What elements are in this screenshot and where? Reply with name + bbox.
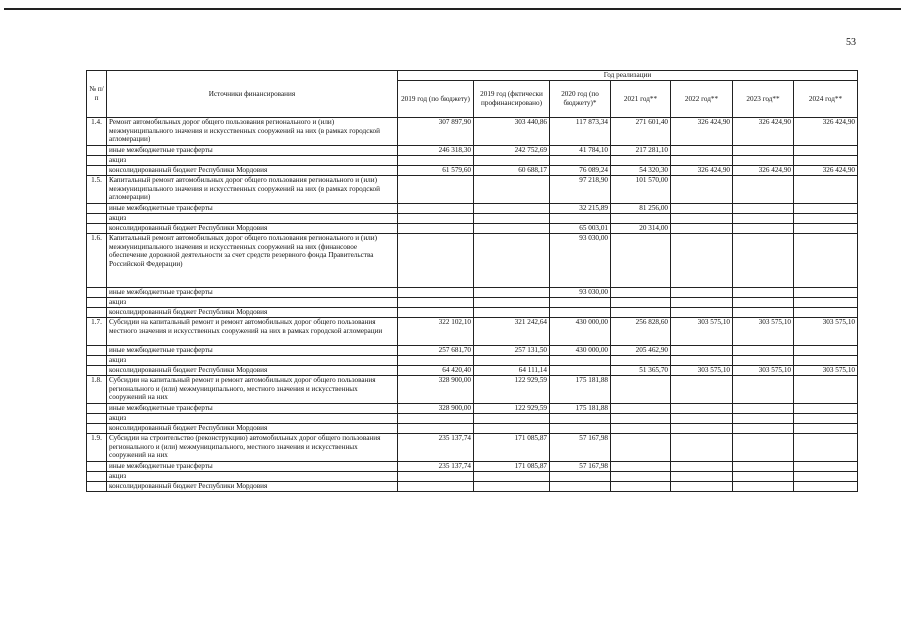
amount-cell xyxy=(794,414,858,424)
table-row xyxy=(87,424,858,434)
amount-cell: 54 320,30 xyxy=(611,166,671,176)
amount-cell xyxy=(733,288,794,298)
table-row xyxy=(87,366,858,376)
amount-cell xyxy=(550,482,611,492)
amount-cell xyxy=(671,424,733,434)
amount-cell xyxy=(611,376,671,404)
header-row-top xyxy=(87,71,858,81)
amount-cell: 122 929,59 xyxy=(474,404,550,414)
amount-cell xyxy=(474,214,550,224)
amount-cell xyxy=(794,482,858,492)
amount-cell: 256 828,60 xyxy=(611,318,671,346)
amount-cell xyxy=(398,482,474,492)
amount-cell xyxy=(398,224,474,234)
amount-cell xyxy=(611,472,671,482)
amount-cell xyxy=(474,288,550,298)
table-row xyxy=(87,288,858,298)
funding-source-label: акциз xyxy=(107,156,398,166)
table-row xyxy=(87,472,858,482)
amount-cell xyxy=(733,482,794,492)
table-row xyxy=(87,482,858,492)
row-number: 1.4. xyxy=(87,118,107,146)
amount-cell xyxy=(794,404,858,414)
header-source: Источники финансирования xyxy=(107,71,398,118)
amount-cell xyxy=(398,356,474,366)
amount-cell: 57 167,98 xyxy=(550,462,611,472)
amount-cell xyxy=(671,356,733,366)
amount-cell xyxy=(671,482,733,492)
amount-cell: 117 873,34 xyxy=(550,118,611,146)
amount-cell xyxy=(671,176,733,204)
header-year: 2019 год (по бюджету) xyxy=(398,81,474,118)
amount-cell: 321 242,64 xyxy=(474,318,550,346)
amount-cell xyxy=(398,308,474,318)
amount-cell: 93 030,00 xyxy=(550,288,611,298)
amount-cell xyxy=(611,414,671,424)
funding-source-label: консолидированный бюджет Республики Мордовия xyxy=(107,308,398,318)
row-number: 1.5. xyxy=(87,176,107,204)
amount-cell xyxy=(733,424,794,434)
funding-source-label: консолидированный бюджет Республики Мордовия xyxy=(107,166,398,176)
row-number-empty xyxy=(87,346,107,356)
amount-cell: 303 575,10 xyxy=(671,366,733,376)
amount-cell xyxy=(671,308,733,318)
table-row xyxy=(87,356,858,366)
section-title-row xyxy=(87,176,858,204)
amount-cell xyxy=(671,472,733,482)
row-number-empty xyxy=(87,482,107,492)
amount-cell: 51 365,70 xyxy=(611,366,671,376)
amount-cell xyxy=(611,234,671,288)
funding-source-label: консолидированный бюджет Республики Мордовия xyxy=(107,482,398,492)
amount-cell xyxy=(794,308,858,318)
amount-cell: 101 570,00 xyxy=(611,176,671,204)
amount-cell xyxy=(733,146,794,156)
amount-cell xyxy=(671,298,733,308)
funding-source-label: Капитальный ремонт автомобильных дорог общего пользования регионального и (или) межмуниципального значения и искусственных сооружений на них (финансовое обеспечение дорожной деятельности за счет средств резервного фонда Правительства Российской Федерации) xyxy=(107,234,398,288)
amount-cell: 61 579,60 xyxy=(398,166,474,176)
row-number-empty xyxy=(87,462,107,472)
amount-cell: 41 784,10 xyxy=(550,146,611,156)
amount-cell: 257 131,50 xyxy=(474,346,550,356)
table-row xyxy=(87,214,858,224)
amount-cell xyxy=(794,356,858,366)
amount-cell xyxy=(794,204,858,214)
amount-cell xyxy=(794,424,858,434)
amount-cell xyxy=(794,146,858,156)
amount-cell xyxy=(398,204,474,214)
amount-cell: 303 575,10 xyxy=(794,366,858,376)
amount-cell xyxy=(474,176,550,204)
table-row xyxy=(87,146,858,156)
table-row xyxy=(87,204,858,214)
amount-cell: 81 256,00 xyxy=(611,204,671,214)
funding-source-label: иные межбюджетные трансферты xyxy=(107,288,398,298)
amount-cell: 257 681,70 xyxy=(398,346,474,356)
amount-cell xyxy=(474,482,550,492)
row-number-empty xyxy=(87,308,107,318)
row-number-empty xyxy=(87,472,107,482)
header-year: 2022 год** xyxy=(671,81,733,118)
amount-cell: 235 137,74 xyxy=(398,434,474,462)
amount-cell xyxy=(671,462,733,472)
header-year: 2023 год** xyxy=(733,81,794,118)
amount-cell xyxy=(671,376,733,404)
financing-table xyxy=(86,70,858,492)
funding-source-label: Субсидии на капитальный ремонт и ремонт автомобильных дорог общего пользования местного значения и искусственных сооружений на них в рамках городской агломерации xyxy=(107,318,398,346)
amount-cell xyxy=(550,414,611,424)
amount-cell xyxy=(611,434,671,462)
amount-cell xyxy=(474,308,550,318)
amount-cell xyxy=(671,156,733,166)
amount-cell: 303 575,10 xyxy=(671,318,733,346)
amount-cell: 242 752,69 xyxy=(474,146,550,156)
amount-cell xyxy=(550,298,611,308)
funding-source-label: иные межбюджетные трансферты xyxy=(107,146,398,156)
amount-cell xyxy=(794,156,858,166)
header-year: 2019 год (фктически профинансировано) xyxy=(474,81,550,118)
amount-cell: 217 281,10 xyxy=(611,146,671,156)
funding-source-label: акциз xyxy=(107,472,398,482)
row-number-empty xyxy=(87,404,107,414)
amount-cell: 326 424,90 xyxy=(733,118,794,146)
amount-cell xyxy=(611,462,671,472)
amount-cell xyxy=(733,224,794,234)
amount-cell xyxy=(671,434,733,462)
amount-cell xyxy=(794,298,858,308)
amount-cell xyxy=(733,176,794,204)
section-title-row xyxy=(87,118,858,146)
amount-cell: 64 111,14 xyxy=(474,366,550,376)
table-row xyxy=(87,346,858,356)
amount-cell: 307 897,90 xyxy=(398,118,474,146)
funding-source-label: иные межбюджетные трансферты xyxy=(107,346,398,356)
amount-cell xyxy=(671,146,733,156)
amount-cell xyxy=(794,346,858,356)
funding-source-label: акциз xyxy=(107,356,398,366)
amount-cell xyxy=(474,356,550,366)
amount-cell: 171 085,87 xyxy=(474,434,550,462)
amount-cell xyxy=(794,224,858,234)
amount-cell xyxy=(550,356,611,366)
amount-cell xyxy=(671,288,733,298)
amount-cell: 175 181,88 xyxy=(550,376,611,404)
amount-cell xyxy=(474,424,550,434)
amount-cell xyxy=(794,214,858,224)
amount-cell xyxy=(398,424,474,434)
amount-cell xyxy=(671,404,733,414)
row-number-empty xyxy=(87,288,107,298)
amount-cell: 328 900,00 xyxy=(398,404,474,414)
amount-cell xyxy=(733,472,794,482)
amount-cell xyxy=(611,356,671,366)
amount-cell: 93 030,00 xyxy=(550,234,611,288)
amount-cell xyxy=(611,404,671,414)
amount-cell xyxy=(671,414,733,424)
amount-cell xyxy=(671,224,733,234)
row-number-empty xyxy=(87,204,107,214)
amount-cell: 303 440,86 xyxy=(474,118,550,146)
amount-cell: 60 688,17 xyxy=(474,166,550,176)
amount-cell xyxy=(733,308,794,318)
header-year: 2024 год** xyxy=(794,81,858,118)
amount-cell xyxy=(733,346,794,356)
section-title-row xyxy=(87,376,858,404)
amount-cell xyxy=(794,472,858,482)
funding-source-label: консолидированный бюджет Республики Мордовия xyxy=(107,424,398,434)
amount-cell xyxy=(474,234,550,288)
funding-source-label: Капитальный ремонт автомобильных дорог общего пользования регионального и (или) межмуниципального значения и искусственных сооружений на них (в рамках городской агломерации) xyxy=(107,176,398,204)
amount-cell xyxy=(733,434,794,462)
row-number-empty xyxy=(87,424,107,434)
table-row xyxy=(87,308,858,318)
amount-cell xyxy=(671,234,733,288)
amount-cell: 322 102,10 xyxy=(398,318,474,346)
amount-cell xyxy=(398,288,474,298)
amount-cell xyxy=(398,414,474,424)
funding-source-label: акциз xyxy=(107,298,398,308)
section-title-row xyxy=(87,434,858,462)
table-row xyxy=(87,462,858,472)
funding-source-label: иные межбюджетные трансферты xyxy=(107,204,398,214)
amount-cell: 235 137,74 xyxy=(398,462,474,472)
amount-cell: 175 181,88 xyxy=(550,404,611,414)
amount-cell xyxy=(550,366,611,376)
amount-cell xyxy=(733,462,794,472)
amount-cell xyxy=(794,288,858,298)
amount-cell xyxy=(671,204,733,214)
amount-cell xyxy=(611,298,671,308)
row-number-empty xyxy=(87,414,107,424)
amount-cell xyxy=(733,156,794,166)
amount-cell: 20 314,00 xyxy=(611,224,671,234)
table-row xyxy=(87,224,858,234)
amount-cell: 326 424,90 xyxy=(671,118,733,146)
row-number: 1.7. xyxy=(87,318,107,346)
amount-cell: 205 462,90 xyxy=(611,346,671,356)
amount-cell xyxy=(550,424,611,434)
amount-cell xyxy=(474,414,550,424)
table-row xyxy=(87,404,858,414)
top-rule xyxy=(4,8,901,10)
row-number-empty xyxy=(87,356,107,366)
funding-source-label: иные межбюджетные трансферты xyxy=(107,462,398,472)
amount-cell xyxy=(398,472,474,482)
amount-cell xyxy=(794,434,858,462)
amount-cell xyxy=(398,214,474,224)
section-title-row xyxy=(87,318,858,346)
amount-cell xyxy=(733,234,794,288)
amount-cell: 64 420,40 xyxy=(398,366,474,376)
amount-cell xyxy=(611,288,671,298)
amount-cell xyxy=(794,462,858,472)
amount-cell xyxy=(611,214,671,224)
funding-source-label: Субсидии на строительство (реконструкцию) автомобильных дорог общего пользования регионального и (или) межмуниципального, местного значения и искусственных сооружений на них xyxy=(107,434,398,462)
header-num: № п/п xyxy=(87,71,107,118)
amount-cell xyxy=(474,224,550,234)
table-row xyxy=(87,298,858,308)
amount-cell: 303 575,10 xyxy=(733,366,794,376)
funding-source-label: Субсидии на капитальный ремонт и ремонт автомобильных дорог общего пользования регионального и (или) межмуниципального, местного значения и искусственных сооружений на них xyxy=(107,376,398,404)
amount-cell: 328 900,00 xyxy=(398,376,474,404)
amount-cell xyxy=(474,156,550,166)
row-number-empty xyxy=(87,366,107,376)
amount-cell xyxy=(671,346,733,356)
section-title-row xyxy=(87,234,858,288)
amount-cell xyxy=(474,204,550,214)
amount-cell: 430 000,00 xyxy=(550,346,611,356)
funding-source-label: Ремонт автомобильных дорог общего пользования регионального и (или) межмуниципального значения и искусственных сооружений на них (в рамках городской агломерации) xyxy=(107,118,398,146)
amount-cell: 76 089,24 xyxy=(550,166,611,176)
amount-cell xyxy=(733,298,794,308)
amount-cell xyxy=(398,234,474,288)
funding-source-label: акциз xyxy=(107,414,398,424)
amount-cell: 326 424,90 xyxy=(794,118,858,146)
amount-cell xyxy=(794,376,858,404)
row-number-empty xyxy=(87,156,107,166)
amount-cell xyxy=(550,308,611,318)
page-number: 53 xyxy=(846,37,856,48)
amount-cell: 430 000,00 xyxy=(550,318,611,346)
amount-cell: 326 424,90 xyxy=(794,166,858,176)
amount-cell xyxy=(733,404,794,414)
header-year-group: Год реализации xyxy=(398,71,858,81)
amount-cell xyxy=(611,308,671,318)
header-year: 2020 год (по бюджету)* xyxy=(550,81,611,118)
row-number: 1.9. xyxy=(87,434,107,462)
table-row xyxy=(87,166,858,176)
funding-source-label: акциз xyxy=(107,214,398,224)
amount-cell xyxy=(611,424,671,434)
amount-cell: 326 424,90 xyxy=(671,166,733,176)
amount-cell: 97 218,90 xyxy=(550,176,611,204)
row-number: 1.6. xyxy=(87,234,107,288)
amount-cell xyxy=(550,214,611,224)
amount-cell xyxy=(398,156,474,166)
amount-cell xyxy=(671,214,733,224)
table-row xyxy=(87,156,858,166)
funding-source-label: консолидированный бюджет Республики Мордовия xyxy=(107,366,398,376)
amount-cell xyxy=(398,298,474,308)
amount-cell: 32 215,89 xyxy=(550,204,611,214)
amount-cell xyxy=(474,472,550,482)
amount-cell xyxy=(550,156,611,166)
amount-cell xyxy=(474,298,550,308)
amount-cell: 57 167,98 xyxy=(550,434,611,462)
amount-cell: 65 003,01 xyxy=(550,224,611,234)
amount-cell xyxy=(611,156,671,166)
amount-cell: 171 085,87 xyxy=(474,462,550,472)
row-number-empty xyxy=(87,214,107,224)
amount-cell xyxy=(733,356,794,366)
amount-cell xyxy=(733,376,794,404)
amount-cell: 122 929,59 xyxy=(474,376,550,404)
row-number-empty xyxy=(87,146,107,156)
row-number: 1.8. xyxy=(87,376,107,404)
header-year: 2021 год** xyxy=(611,81,671,118)
amount-cell xyxy=(550,472,611,482)
amount-cell xyxy=(611,482,671,492)
table-body xyxy=(87,118,858,492)
amount-cell xyxy=(733,204,794,214)
amount-cell xyxy=(398,176,474,204)
amount-cell: 326 424,90 xyxy=(733,166,794,176)
amount-cell: 246 318,30 xyxy=(398,146,474,156)
amount-cell xyxy=(733,214,794,224)
funding-source-label: консолидированный бюджет Республики Мордовия xyxy=(107,224,398,234)
amount-cell xyxy=(794,176,858,204)
amount-cell xyxy=(794,234,858,288)
row-number-empty xyxy=(87,224,107,234)
amount-cell: 271 601,40 xyxy=(611,118,671,146)
table-row xyxy=(87,414,858,424)
amount-cell: 303 575,10 xyxy=(733,318,794,346)
amount-cell xyxy=(733,414,794,424)
amount-cell: 303 575,10 xyxy=(794,318,858,346)
funding-source-label: иные межбюджетные трансферты xyxy=(107,404,398,414)
row-number-empty xyxy=(87,298,107,308)
row-number-empty xyxy=(87,166,107,176)
